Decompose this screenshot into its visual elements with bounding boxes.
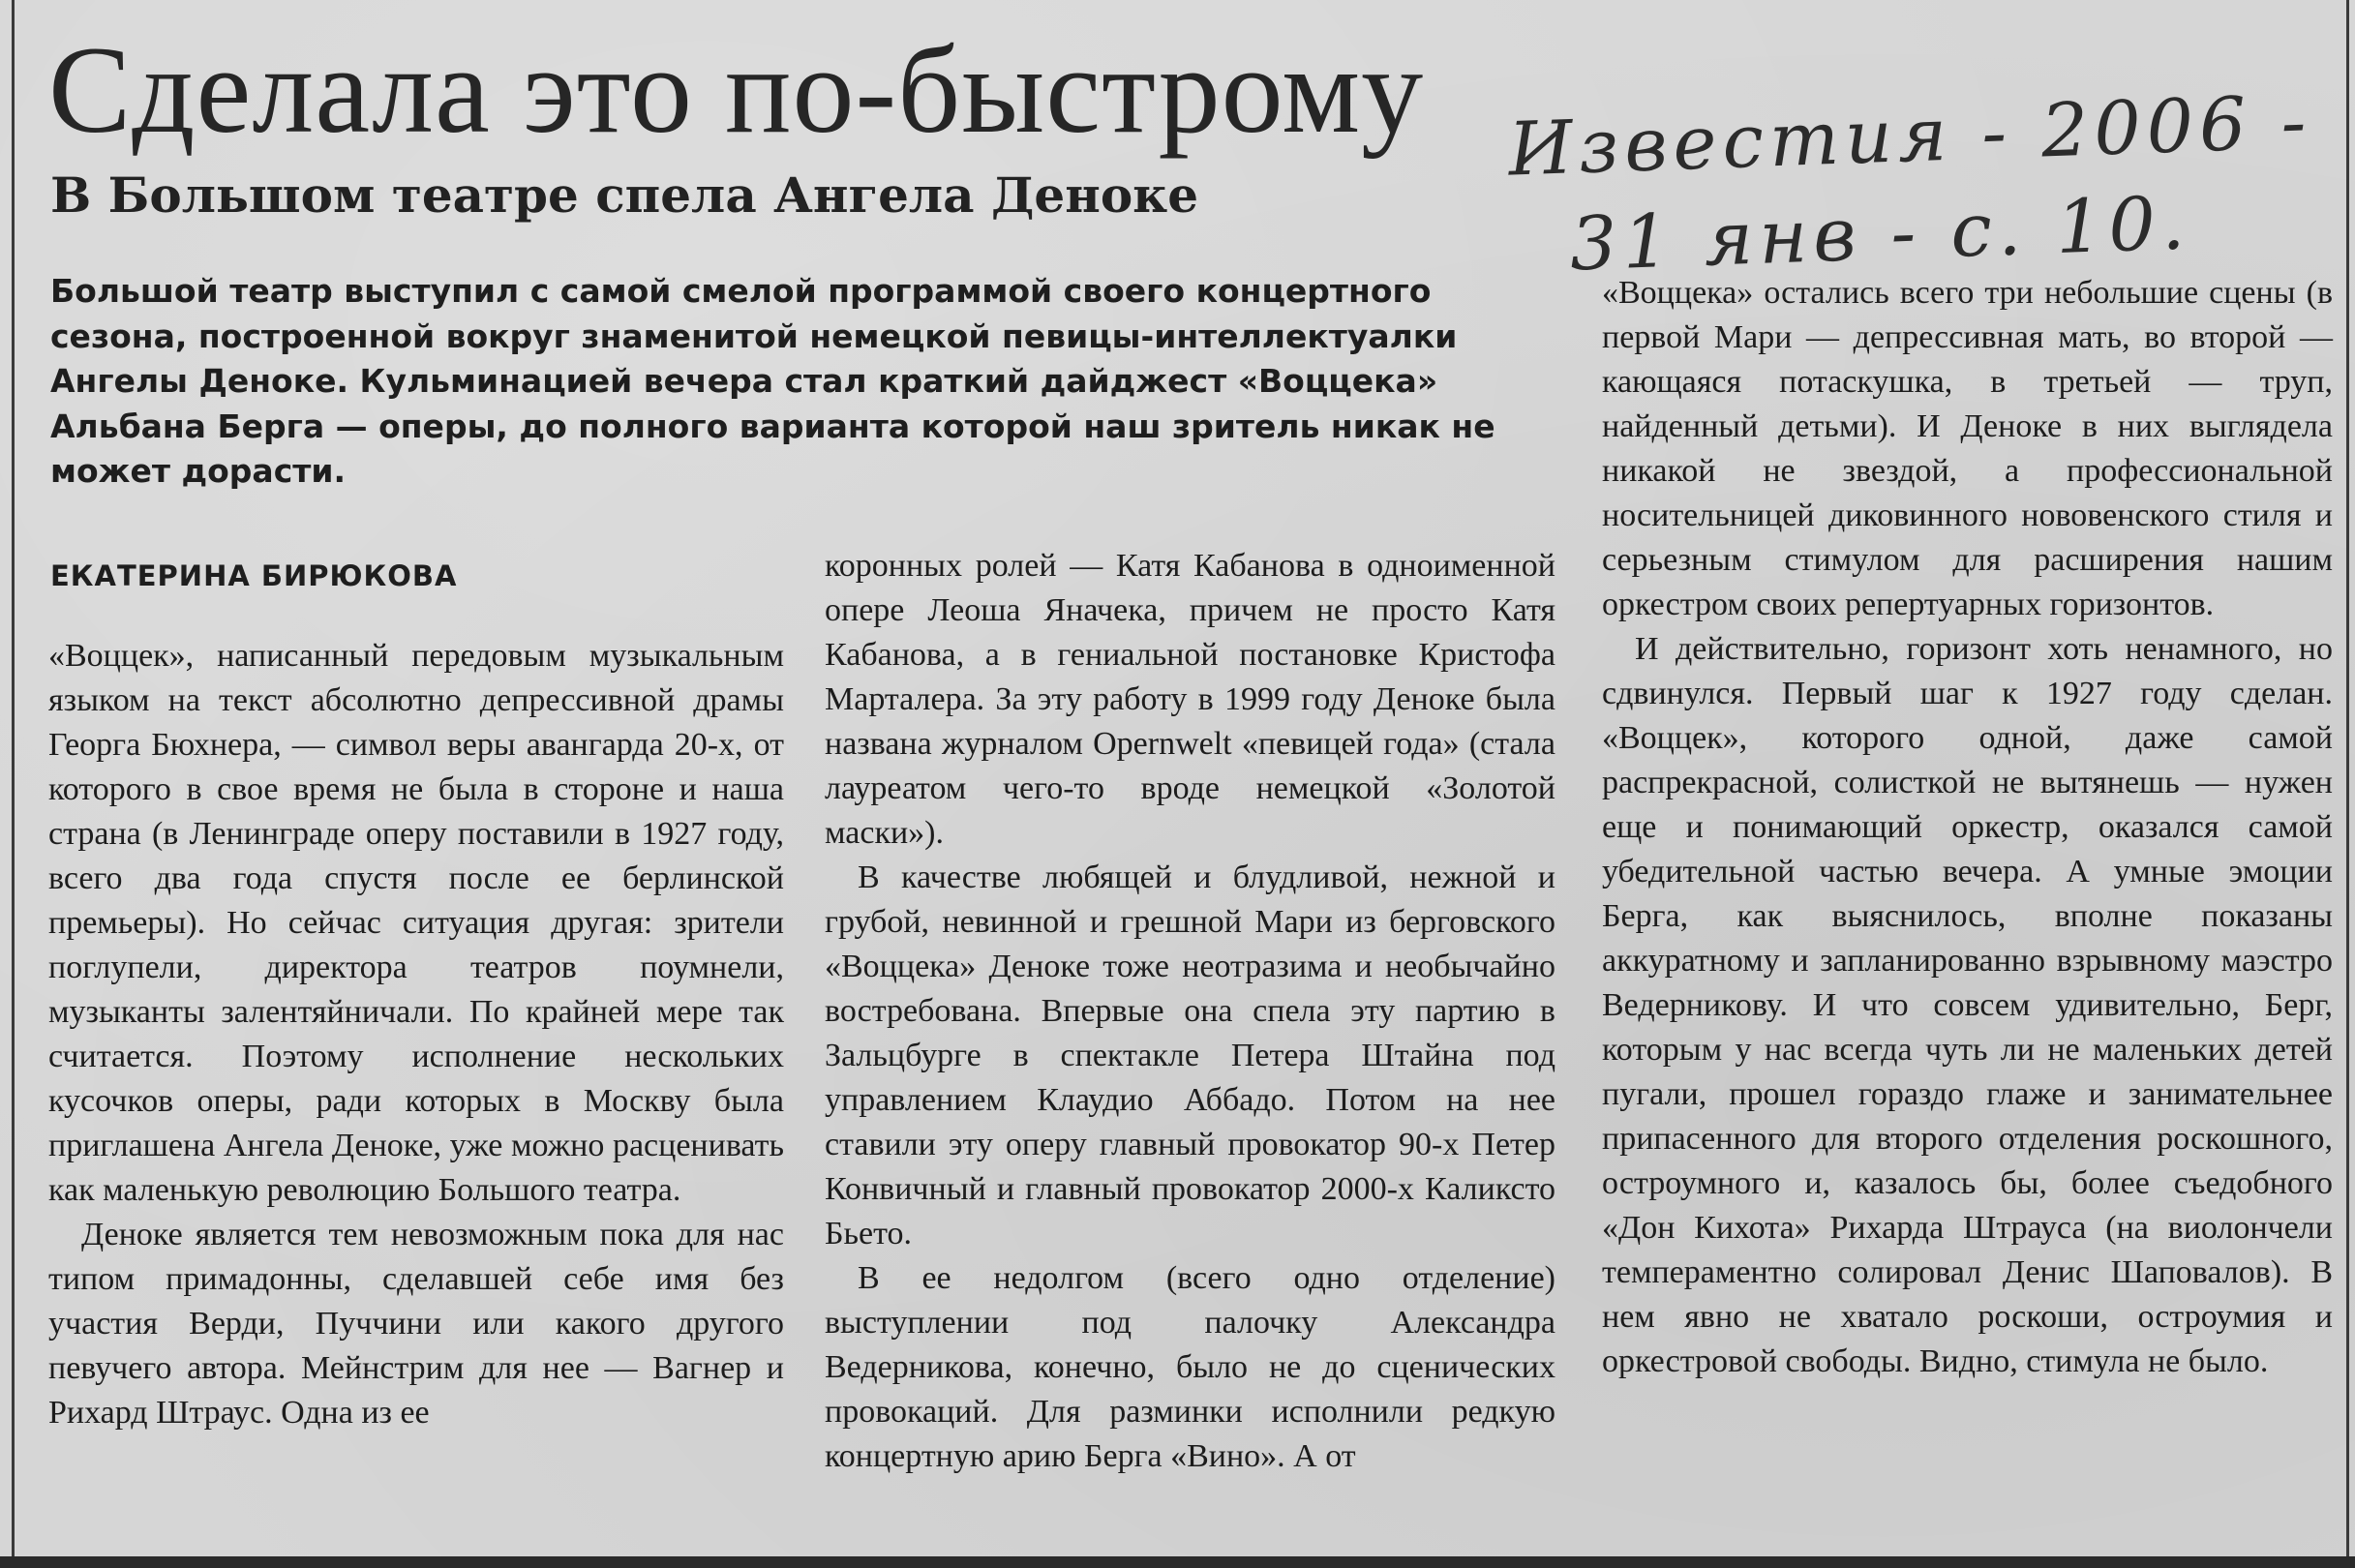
article-column-1 [48,634,784,1435]
article-column-2 [825,544,1555,1479]
author-byline: ЕКАТЕРИНА БИРЮКОВА [50,559,458,592]
paragraph: И действительно, горизонт хоть ненамного, но сдвинулся. Первый шаг к 1927 году сделан. «Воццек», которого одной, даже самой распрекрасной, солисткой не вытянешь — нужен еще и понимающий оркестр, оказался самой убедительной частью вечера. А умные эмоции Берга, как выяснилось, вполне показаны аккуратному и запланированно взрывному маэстро Ведерникову. И что совсем удивительно, Берг, которым у нас всегда чуть ли не маленьких детей пугали, прошел гораздо глаже и занимательнее припасенного для второго отделения роскошного, остроумного и, казалось бы, более съедобного «Дон Кихота» Рихарда Штрауса (на виолончели темпераментно солировал Денис Шаповалов). В нем явно не хватало роскоши, остроумия и оркестровой свободы. Видно, стимула не было. [1602,631,2333,1379]
article-subheadline: В Большом театре спела Ангела Деноке [50,166,1199,224]
paragraph: «Воццека» остались всего три небольшие сцены (в первой Мари — депрессивная мать, во второй — кающаяся потаскушка, в третьей — труп, найденный детьми). И Деноке в них выглядела никакой не звездой, а профессиональной носительницей диковинного нововенского стиля и серьезным стимулом для расширения нашим оркестром своих репертуарных горизонтов. [1602,275,2333,622]
article-column-3 [1602,271,2333,1384]
paragraph: В ее недолгом (всего одно отделение) выступлении под палочку Александра Ведерникова, конечно, было не до сценических провокаций. Для разминки исполнили редкую концертную арию Берга «Вино». А от [825,1260,1555,1474]
paragraph: «Воццек», написанный передовым музыкальным языком на текст абсолютно депрессивной драмы Георга Бюхнера, — символ веры авангарда 20-х, от которого в свое время не была в стороне и наша страна (в Ленинграде оперу поставили в 1927 году, всего два года спустя после ее берлинской премьеры). Но сейчас ситуация другая: зрители поглупели, директора театров поумнели, музыканты залентяйничали. По крайней мере так считается. Поэтому исполнение нескольких кусочков оперы, ради которых в Москву была приглашена Ангела Деноке, уже можно расценивать как маленькую революцию Большого театра. [48,638,784,1208]
left-border-rule [12,0,15,1568]
right-border-rule [2346,0,2349,1568]
handwritten-note-line: 31 янв - с. 10. [1568,179,2192,287]
article-lead: Большой театр выступил с самой смелой программой своего концертного сезона, построенной вокруг знаменитой немецкой певицы-интеллектуалки Ангелы Деноке. Кульминацией вечера стал краткий дайджест «Воццека» Альбана Берга — оперы, до полного варианта которой наш зритель никак не может дорасти. [50,272,1495,490]
paragraph: В качестве любящей и блудливой, нежной и грубой, невинной и грешной Мари из берговского «Воццека» Деноке тоже неотразима и необычайно востребована. Впервые она спела эту партию в Зальцбурге в спектакле Петера Штайна под управлением Клаудио Аббадо. Потом на нее ставили эту оперу главный провокатор 90-х Петер Конвичный и главный провокатор 2000-х Каликсто Бьето. [825,859,1555,1251]
handwritten-source-note [1507,73,2326,294]
paragraph: Деноке является тем невозможным пока для нас типом примадонны, сделавшей себе имя без участия Верди, Пуччини или какого другого певучего автора. Мейнстрим для нее — Вагнер и Рихард Штраус. Одна из ее [48,1217,784,1431]
paragraph: коронных ролей — Катя Кабанова в одноименной опере Леоша Яначека, причем не просто Катя Кабанова, а в гениальной постановке Кристофа Марталера. За эту работу в 1999 году Деноке была названа журналом Opernwelt «певицей года» (стала лауреатом чего-то вроде немецкой «Золотой маски»). [825,548,1555,851]
bottom-border-rule [0,1556,2355,1568]
handwritten-note-line: Известия - 2006 - [1506,77,2313,193]
article-headline: Сделала это по-быстрому [48,21,1425,159]
